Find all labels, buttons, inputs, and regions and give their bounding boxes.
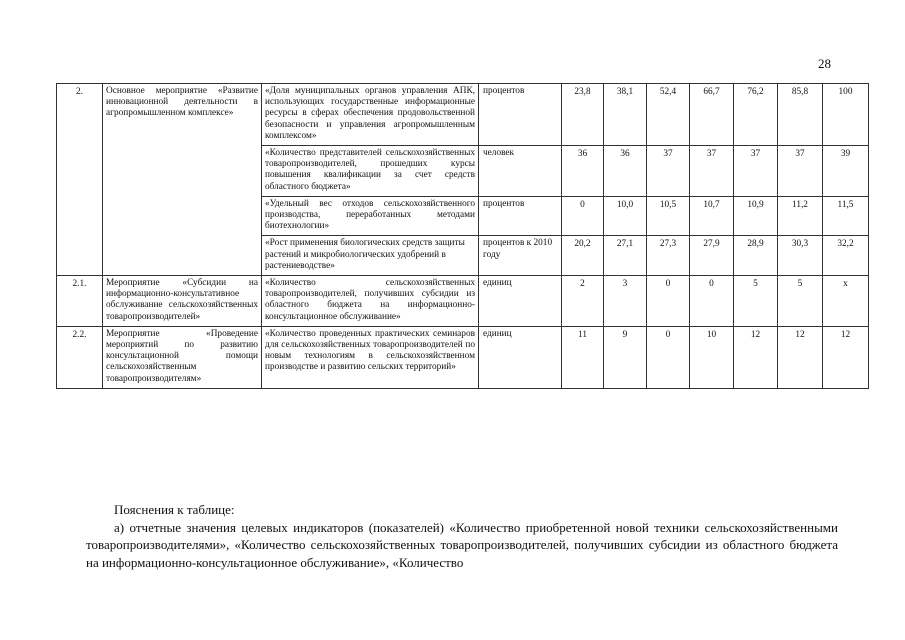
value-cell: 10,0	[604, 196, 647, 236]
value-cell: 27,9	[690, 236, 734, 276]
value-cell: 100	[823, 84, 869, 146]
value-cell: 20,2	[562, 236, 604, 276]
indicator-name: «Количество сельскохозяйственных товаропроизводителей, получивших субсидии из областного бюджета на информационно-консультационное обслуживание»	[262, 276, 479, 327]
value-cell: 10,7	[690, 196, 734, 236]
indicators-table	[56, 83, 869, 389]
table-row	[57, 276, 869, 327]
unit: человек	[479, 146, 562, 197]
value-cell: 0	[562, 196, 604, 236]
indicator-name: «Рост применения биологических средств защиты растений и микробиологических удобрений в растениеводстве»	[262, 236, 479, 276]
activity-name: Мероприятие «Субсидии на информационно-консультативное обслуживание сельскохозяйственных товаропроизводителей»	[103, 276, 262, 327]
notes-text: а) отчетные значения целевых индикаторов (показателей) «Количество приобретенной новой техники сельскохозяйственными товаропроизводителями», «Количество сельскохозяйственных товаропроизводителей, получивших субсидии из областного бюджета на информационно-консультационное обслуживание», «Количество	[86, 519, 838, 570]
value-cell: 12	[778, 326, 823, 388]
value-cell: 37	[778, 146, 823, 197]
unit: процентов	[479, 84, 562, 146]
value-cell: 30,3	[778, 236, 823, 276]
activity-name: Мероприятие «Проведение мероприятий по развитию консультационной помощи сельскохозяйственным товаропроизводителям»	[103, 326, 262, 388]
value-cell: 5	[778, 276, 823, 327]
table-notes	[86, 501, 838, 571]
value-cell: 3	[604, 276, 647, 327]
value-cell: 11,2	[778, 196, 823, 236]
value-cell: 5	[734, 276, 778, 327]
value-cell: 2	[562, 276, 604, 327]
value-cell: 85,8	[778, 84, 823, 146]
value-cell: 10	[690, 326, 734, 388]
page-number: 28	[818, 56, 831, 71]
unit: процентов к 2010 году	[479, 236, 562, 276]
table-row	[57, 326, 869, 388]
activity-name: Основное мероприятие «Развитие инновационной деятельности в агропромышленном комплексе»	[103, 84, 262, 276]
unit: процентов	[479, 196, 562, 236]
value-cell: 28,9	[734, 236, 778, 276]
unit: единиц	[479, 326, 562, 388]
value-cell: 37	[690, 146, 734, 197]
value-cell: 27,3	[647, 236, 690, 276]
value-cell: 0	[647, 276, 690, 327]
indicator-name: «Количество представителей сельскохозяйственных товаропроизводителей, прошедших курсы повышения квалификации за счет средств областного бюджета»	[262, 146, 479, 197]
value-cell: 36	[604, 146, 647, 197]
value-cell: 76,2	[734, 84, 778, 146]
row-number: 2.2.	[57, 326, 103, 388]
value-cell: 12	[734, 326, 778, 388]
row-number: 2.1.	[57, 276, 103, 327]
unit: единиц	[479, 276, 562, 327]
value-cell: 32,2	[823, 236, 869, 276]
value-cell: 37	[734, 146, 778, 197]
value-cell: 10,5	[647, 196, 690, 236]
value-cell: 9	[604, 326, 647, 388]
value-cell: х	[823, 276, 869, 327]
indicator-name: «Количество проведенных практических семинаров для сельскохозяйственных товаропроизводителей по новым технологиям в сельскохозяйственном производстве и развитию сельских территорий»	[262, 326, 479, 388]
table-row	[57, 84, 869, 146]
value-cell: 66,7	[690, 84, 734, 146]
value-cell: 39	[823, 146, 869, 197]
value-cell: 10,9	[734, 196, 778, 236]
notes-title: Пояснения к таблице:	[114, 502, 235, 517]
indicator-name: «Доля муниципальных органов управления АПК, использующих государственные информационные ресурсы в сферах обеспечения продовольственной безопасности и управления агропромышленным комплексом»	[262, 84, 479, 146]
value-cell: 38,1	[604, 84, 647, 146]
value-cell: 36	[562, 146, 604, 197]
value-cell: 11,5	[823, 196, 869, 236]
indicator-name: «Удельный вес отходов сельскохозяйственного производства, переработанных методами биотехнологии»	[262, 196, 479, 236]
value-cell: 12	[823, 326, 869, 388]
value-cell: 23,8	[562, 84, 604, 146]
value-cell: 37	[647, 146, 690, 197]
value-cell: 27,1	[604, 236, 647, 276]
value-cell: 11	[562, 326, 604, 388]
value-cell: 0	[647, 326, 690, 388]
value-cell: 52,4	[647, 84, 690, 146]
row-number: 2.	[57, 84, 103, 276]
value-cell: 0	[690, 276, 734, 327]
